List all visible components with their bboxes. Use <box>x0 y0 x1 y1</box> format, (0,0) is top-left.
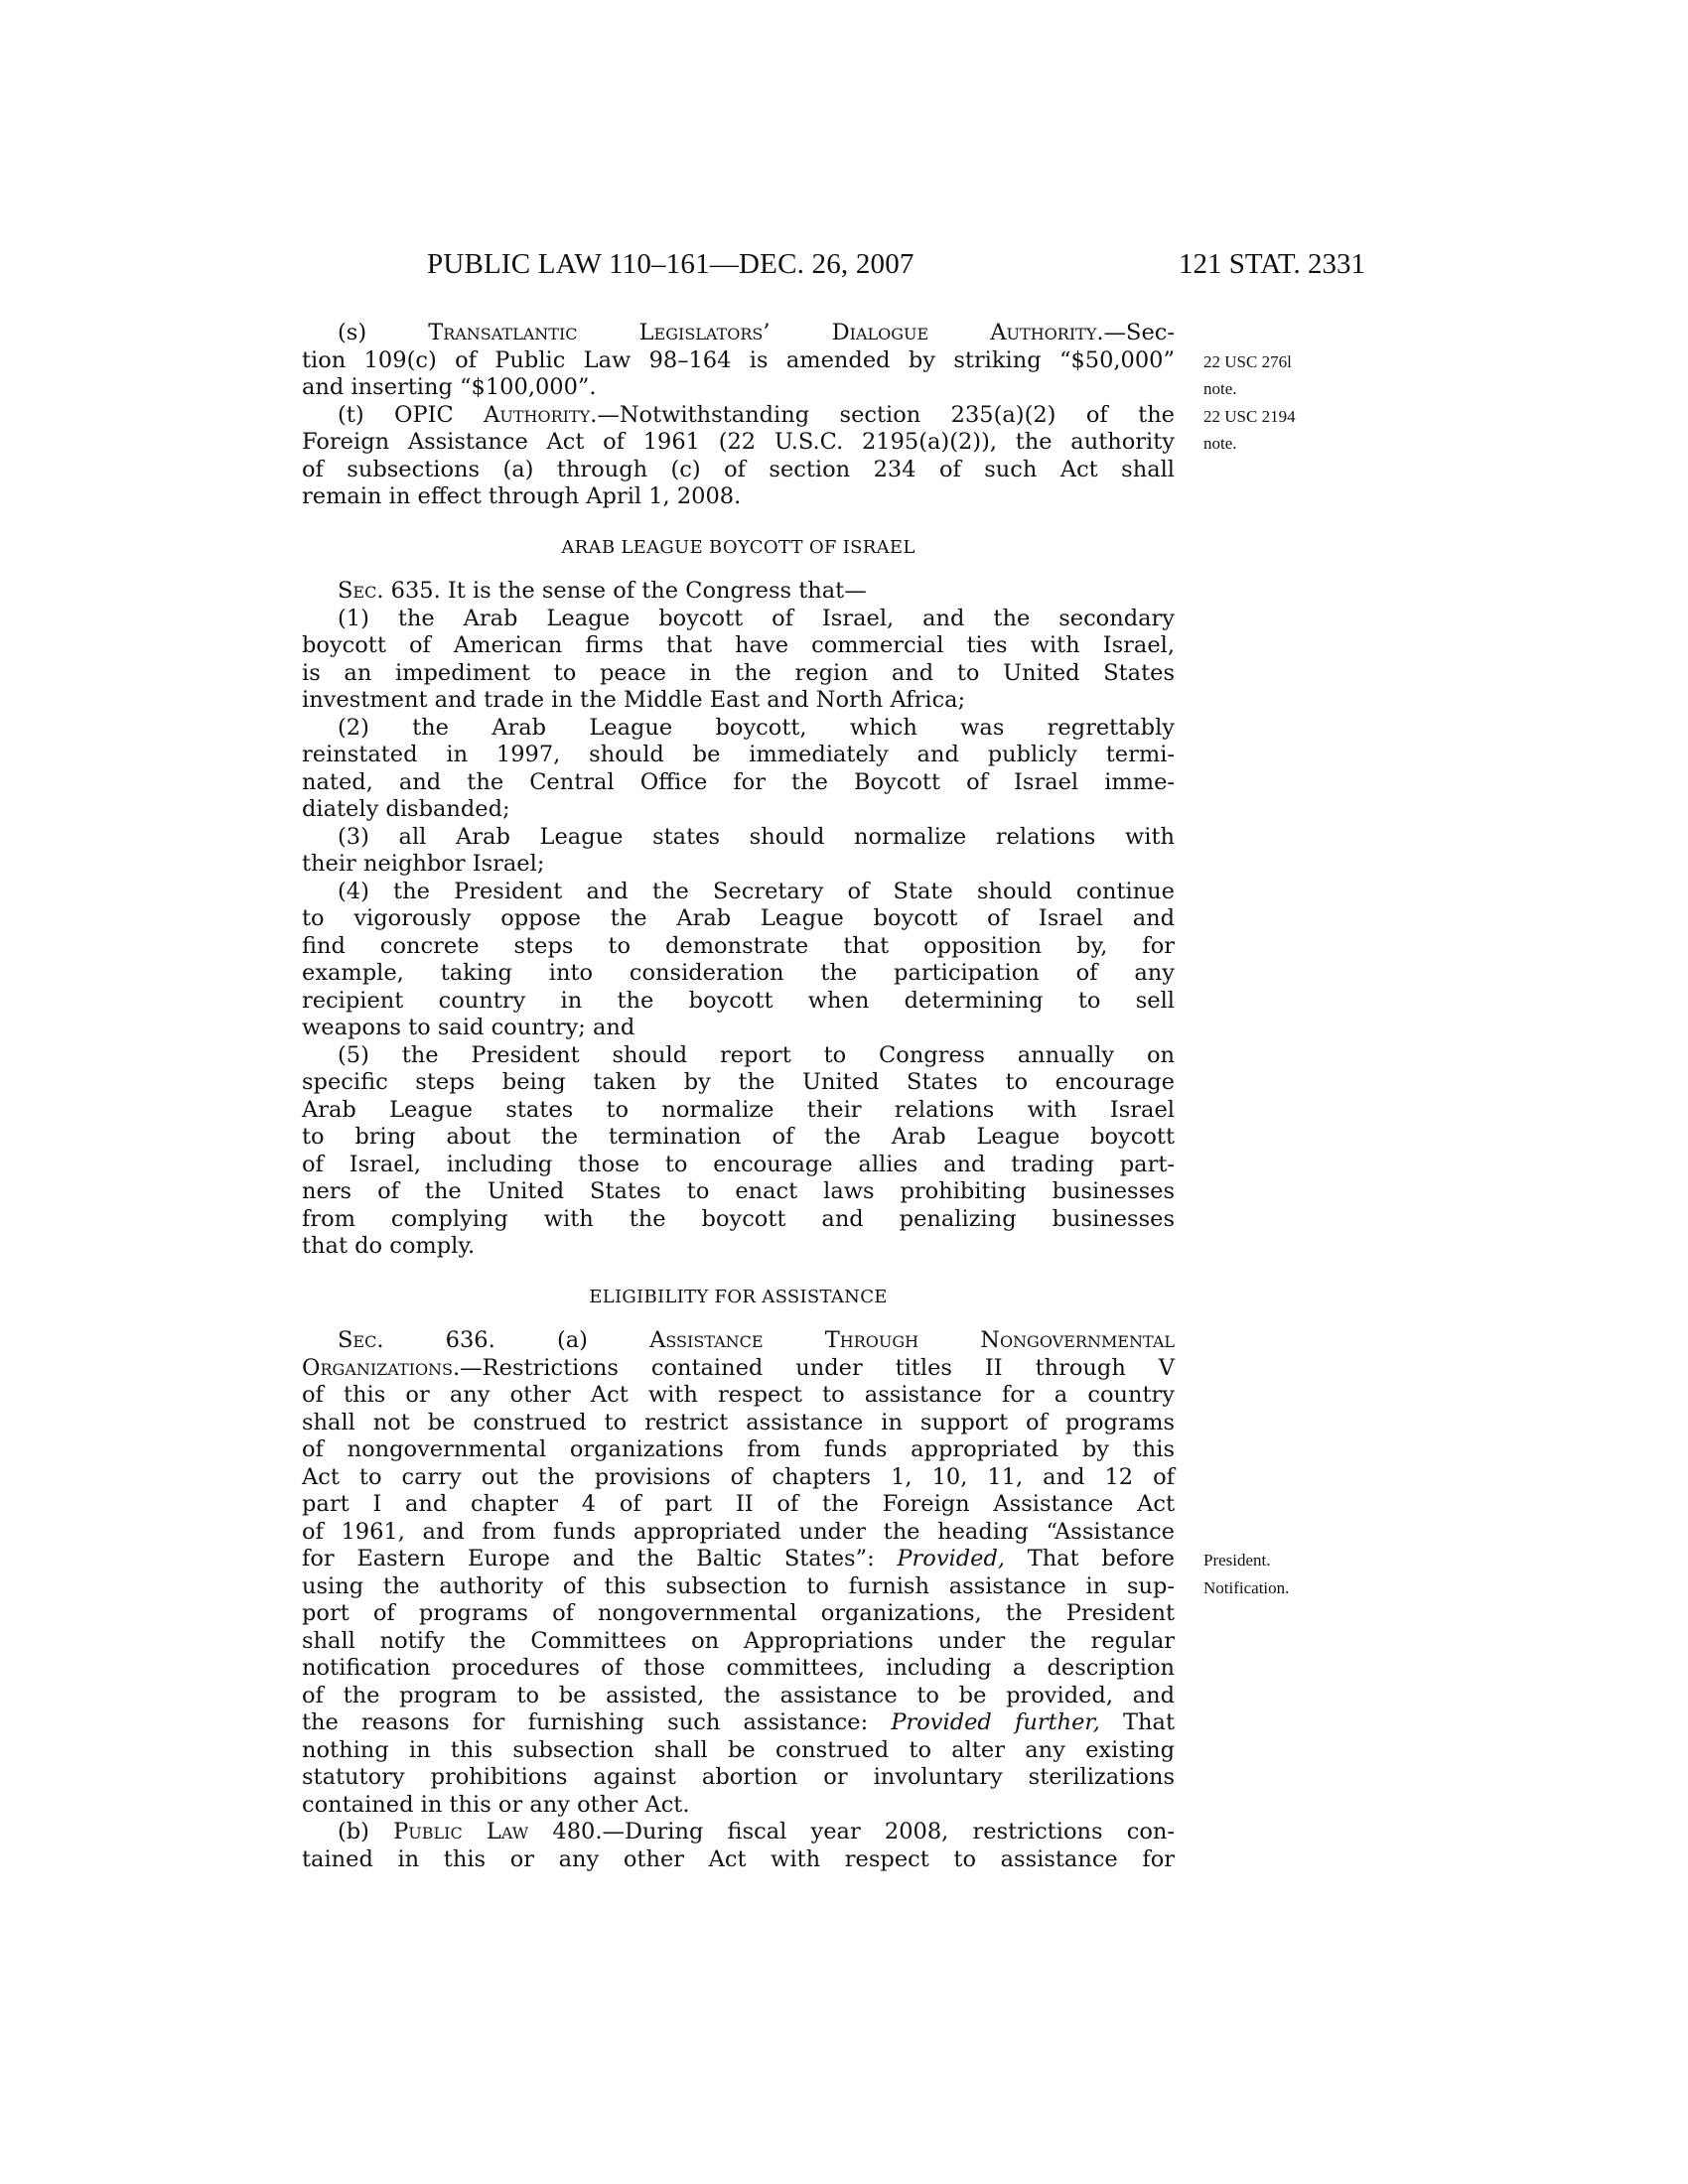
italic-text: Provided further, <box>891 1709 1100 1735</box>
text-line <box>302 824 1175 852</box>
text-segment: Foreign Assistance Act of 1961 (22 U.S.C. 2195(a)(2)), the authority <box>302 429 1175 455</box>
text-segment: (3) all Arab League states should normalize relations with <box>338 823 1175 850</box>
text-line <box>302 346 1292 375</box>
text-segment: and inserting “$100,000”. <box>302 374 597 400</box>
small-caps-text: Transatlantic Legislators’ Dialogue Authority <box>428 320 1097 345</box>
text-segment: to bring about the termination of the Arab League boycott <box>302 1124 1175 1150</box>
text-segment: .—During fiscal year 2008, restrictions con- <box>595 1819 1175 1844</box>
text-segment: port of programs of nongovernmental organizations, the President <box>302 1600 1175 1626</box>
text-line <box>302 429 1237 457</box>
text-line <box>302 1233 1175 1261</box>
text-line <box>302 1355 1175 1383</box>
text-segment: recipient country in the boycott when determining to sell <box>302 987 1175 1014</box>
text-line <box>302 742 1175 769</box>
text-line <box>302 1097 1175 1125</box>
text-line <box>302 1683 1175 1710</box>
text-segment: the reasons for furnishing such assistance: <box>302 1709 892 1735</box>
text-segment: of nongovernmental organizations from funds appropriated by this <box>302 1436 1175 1462</box>
text-segment: of the program to be assisted, the assistance to be provided, and <box>302 1682 1175 1708</box>
text-segment: example, taking into consideration the participation of any <box>302 960 1175 986</box>
page-number: 121 STAT. 2331 <box>1178 248 1365 280</box>
text-segment: That <box>1099 1709 1176 1735</box>
small-caps-text: Sec <box>338 1327 377 1353</box>
text-line <box>302 1792 1175 1820</box>
text-line <box>302 1628 1175 1656</box>
text-line <box>302 1382 1175 1410</box>
text-line <box>302 1572 1290 1601</box>
text-line <box>302 1410 1175 1437</box>
text-segment: remain in effect through April 1, 2008. <box>302 483 742 509</box>
small-caps-text: Sec <box>338 578 377 604</box>
text-line <box>302 1069 1175 1097</box>
text-segment: to vigorously oppose the Arab League boycott of Israel and <box>302 905 1175 931</box>
text-segment: shall notify the Committees on Appropriations under the regular <box>302 1627 1175 1654</box>
text-segment: (4) the President and the Secretary of State should continue <box>338 878 1175 904</box>
text-line <box>302 769 1175 797</box>
text-line <box>302 578 1175 606</box>
text-segment: . 636. (a) <box>376 1327 650 1353</box>
text-segment: ners of the United States to enact laws prohibiting businesses <box>302 1178 1175 1204</box>
text-line <box>302 879 1175 906</box>
text-line <box>302 1015 1175 1042</box>
text-line <box>302 1042 1175 1070</box>
text-line <box>302 851 1175 879</box>
text-segment: (2) the Arab League boycott, which was regrettably <box>338 714 1175 741</box>
small-caps-text: Organizations <box>302 1354 454 1381</box>
text-segment: (1) the Arab League boycott of Israel, and the secondary <box>338 605 1175 631</box>
margin-note: note. <box>1203 434 1237 453</box>
text-segment: is an impediment to peace in the region and to United States <box>302 659 1175 686</box>
text-segment: (b) <box>338 1819 394 1844</box>
text-line <box>302 1124 1175 1152</box>
margin-note: President. <box>1203 1551 1271 1570</box>
italic-text: Provided, <box>897 1546 1005 1571</box>
text-segment: .—Notwithstanding section 235(a)(2) of the <box>590 401 1176 428</box>
text-segment: using the authority of this subsection to furnish assistance in sup- <box>302 1572 1175 1599</box>
text-line <box>302 1846 1175 1874</box>
text-segment: .—Sec- <box>1096 320 1175 345</box>
text-line <box>302 1600 1175 1628</box>
text-line <box>302 606 1175 633</box>
text-segment: weapons to said country; and <box>302 1015 635 1040</box>
text-segment: find concrete steps to demonstrate that opposition by, for <box>302 932 1175 959</box>
text-line <box>302 457 1175 484</box>
margin-note: note. <box>1203 379 1237 398</box>
text-line <box>302 1737 1175 1765</box>
text-line <box>302 905 1175 933</box>
small-caps-text: Assistance Through Nongovernmental <box>649 1327 1175 1353</box>
text-line <box>302 632 1175 660</box>
text-segment: specific steps being taken by the United States to encourage <box>302 1069 1175 1095</box>
text-line <box>302 1655 1175 1683</box>
text-line <box>302 1327 1175 1355</box>
document-body <box>302 320 1296 1873</box>
text-segment: diately disbanded; <box>302 796 510 822</box>
text-segment: statutory prohibitions against abortion or involuntary sterilizations <box>302 1764 1175 1790</box>
text-segment: (5) the President should report to Congress annually on <box>338 1041 1175 1068</box>
text-line <box>302 1819 1175 1846</box>
text-segment: nated, and the Central Office for the Boycott of Israel imme- <box>302 768 1175 795</box>
text-line <box>302 796 1175 824</box>
text-line <box>302 1206 1175 1234</box>
text-line <box>302 1764 1175 1792</box>
text-segment: tion 109(c) of Public Law 98–164 is amended by striking “$50,000” <box>302 346 1175 373</box>
text-segment: . 635. It is the sense of the Congress that— <box>376 578 867 604</box>
text-line <box>302 715 1175 743</box>
text-line <box>302 988 1175 1016</box>
text-segment: for Eastern Europe and the Baltic States”: <box>302 1546 898 1571</box>
text-segment: Act to carry out the provisions of chapters 1, 10, 11, and 12 of <box>302 1463 1175 1490</box>
text-segment: that do comply. <box>302 1233 476 1259</box>
text-segment: reinstated in 1997, should be immediately and publicly termi- <box>302 742 1175 767</box>
text-line <box>302 1546 1271 1573</box>
margin-note: 22 USC 2194 <box>1203 406 1296 426</box>
margin-note: 22 USC 276l <box>1203 351 1292 371</box>
text-line <box>302 483 1175 511</box>
text-segment: of 1961, and from funds appropriated under the heading “Assistance <box>302 1518 1175 1545</box>
text-segment: investment and trade in the Middle East and North Africa; <box>302 687 966 713</box>
text-segment: (s) <box>338 320 429 345</box>
text-segment: part I and chapter 4 of part II of the Foreign Assistance Act <box>302 1491 1175 1517</box>
text-segment: tained in this or any other Act with respect to assistance for <box>302 1845 1175 1872</box>
text-segment: That before <box>1005 1546 1175 1571</box>
text-segment: of subsections (a) through (c) of section 234 of such Act shall <box>302 456 1175 482</box>
running-header-title: PUBLIC LAW 110–161—DEC. 26, 2007 <box>427 248 914 280</box>
margin-note: Notification. <box>1203 1577 1290 1597</box>
text-line <box>302 933 1175 961</box>
text-segment: (t) OPIC <box>338 401 485 428</box>
section-heading: ARAB LEAGUE BOYCOTT OF ISRAEL <box>561 536 915 558</box>
text-line <box>302 401 1296 430</box>
text-segment: notification procedures of those committees, including a description <box>302 1655 1175 1681</box>
text-line <box>302 1491 1175 1519</box>
small-caps-text: Public Law 480 <box>393 1819 596 1844</box>
text-line <box>302 660 1175 688</box>
text-line <box>302 1178 1175 1206</box>
text-segment: contained in this or any other Act. <box>302 1791 690 1818</box>
text-line <box>302 1152 1175 1179</box>
text-line <box>302 1464 1175 1492</box>
text-segment: .—Restrictions contained under titles II through V <box>453 1354 1175 1381</box>
text-segment: boycott of American firms that have commercial ties with Israel, <box>302 632 1175 658</box>
text-line <box>302 1436 1175 1464</box>
text-segment: of this or any other Act with respect to assistance for a country <box>302 1382 1175 1408</box>
small-caps-text: Authority <box>484 401 591 428</box>
text-segment: nothing in this subsection shall be construed to alter any existing <box>302 1736 1175 1763</box>
text-line <box>302 687 1175 715</box>
text-segment: of Israel, including those to encourage allies and trading part- <box>302 1151 1175 1177</box>
text-line <box>302 320 1175 347</box>
text-line <box>302 960 1175 988</box>
text-line <box>302 1519 1175 1547</box>
text-segment: Arab League states to normalize their relations with Israel <box>302 1096 1175 1123</box>
text-segment: their neighbor Israel; <box>302 851 545 877</box>
text-segment: shall not be construed to restrict assistance in support of programs <box>302 1409 1175 1435</box>
section-heading: ELIGIBILITY FOR ASSISTANCE <box>589 1286 888 1307</box>
text-line <box>302 374 1237 402</box>
text-segment: from complying with the boycott and penalizing businesses <box>302 1205 1175 1232</box>
text-line <box>302 1709 1175 1737</box>
